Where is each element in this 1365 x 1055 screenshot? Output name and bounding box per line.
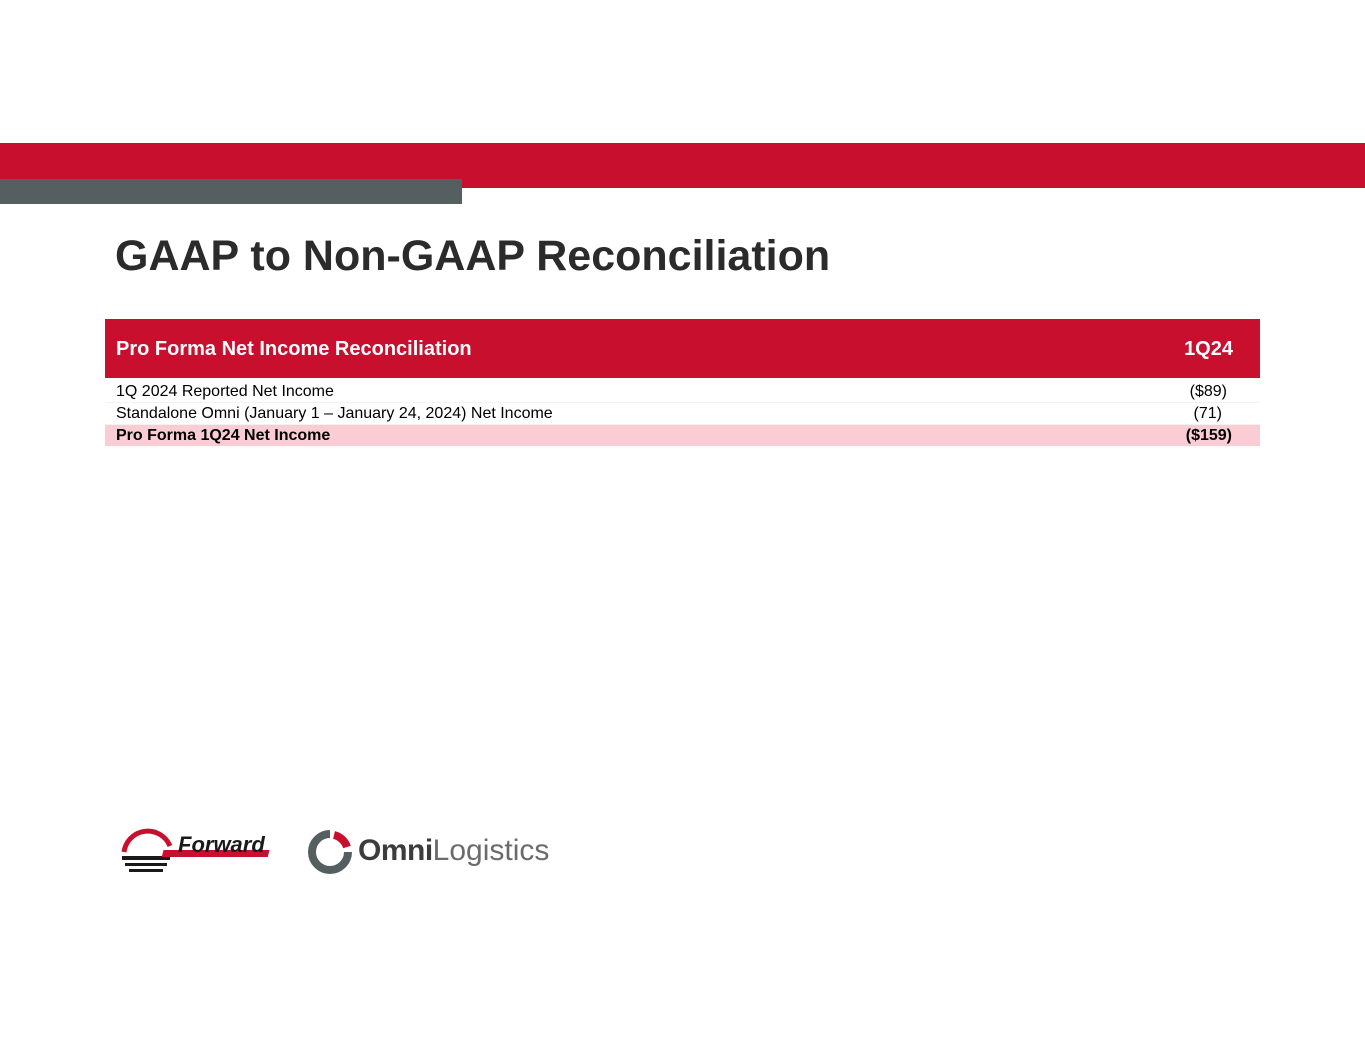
table-row-total bbox=[105, 425, 1260, 446]
header-gray-band bbox=[0, 179, 462, 204]
omni-logo-mark bbox=[308, 830, 352, 874]
row-value: (71) bbox=[1193, 405, 1222, 422]
table-header-label: Pro Forma Net Income Reconciliation bbox=[116, 338, 472, 360]
forward-logo bbox=[120, 826, 285, 882]
reconciliation-table bbox=[105, 319, 1260, 446]
omni-logo-wordmark: OmniLogistics bbox=[358, 834, 550, 867]
table-row bbox=[105, 403, 1260, 425]
footer-logos bbox=[120, 826, 560, 886]
row-label: 1Q 2024 Reported Net Income bbox=[116, 383, 334, 400]
row-value: ($159) bbox=[1185, 427, 1232, 444]
row-label: Pro Forma 1Q24 Net Income bbox=[116, 427, 331, 444]
table-row bbox=[105, 381, 1260, 403]
page-title: GAAP to Non-GAAP Reconciliation bbox=[115, 232, 831, 280]
svg-text:Forward: Forward bbox=[178, 832, 265, 857]
row-value: ($89) bbox=[1189, 383, 1227, 400]
row-label: Standalone Omni (January 1 – January 24, 2024) Net Income bbox=[116, 405, 553, 422]
table-header bbox=[105, 319, 1260, 378]
table-header-period: 1Q24 bbox=[1184, 338, 1233, 360]
